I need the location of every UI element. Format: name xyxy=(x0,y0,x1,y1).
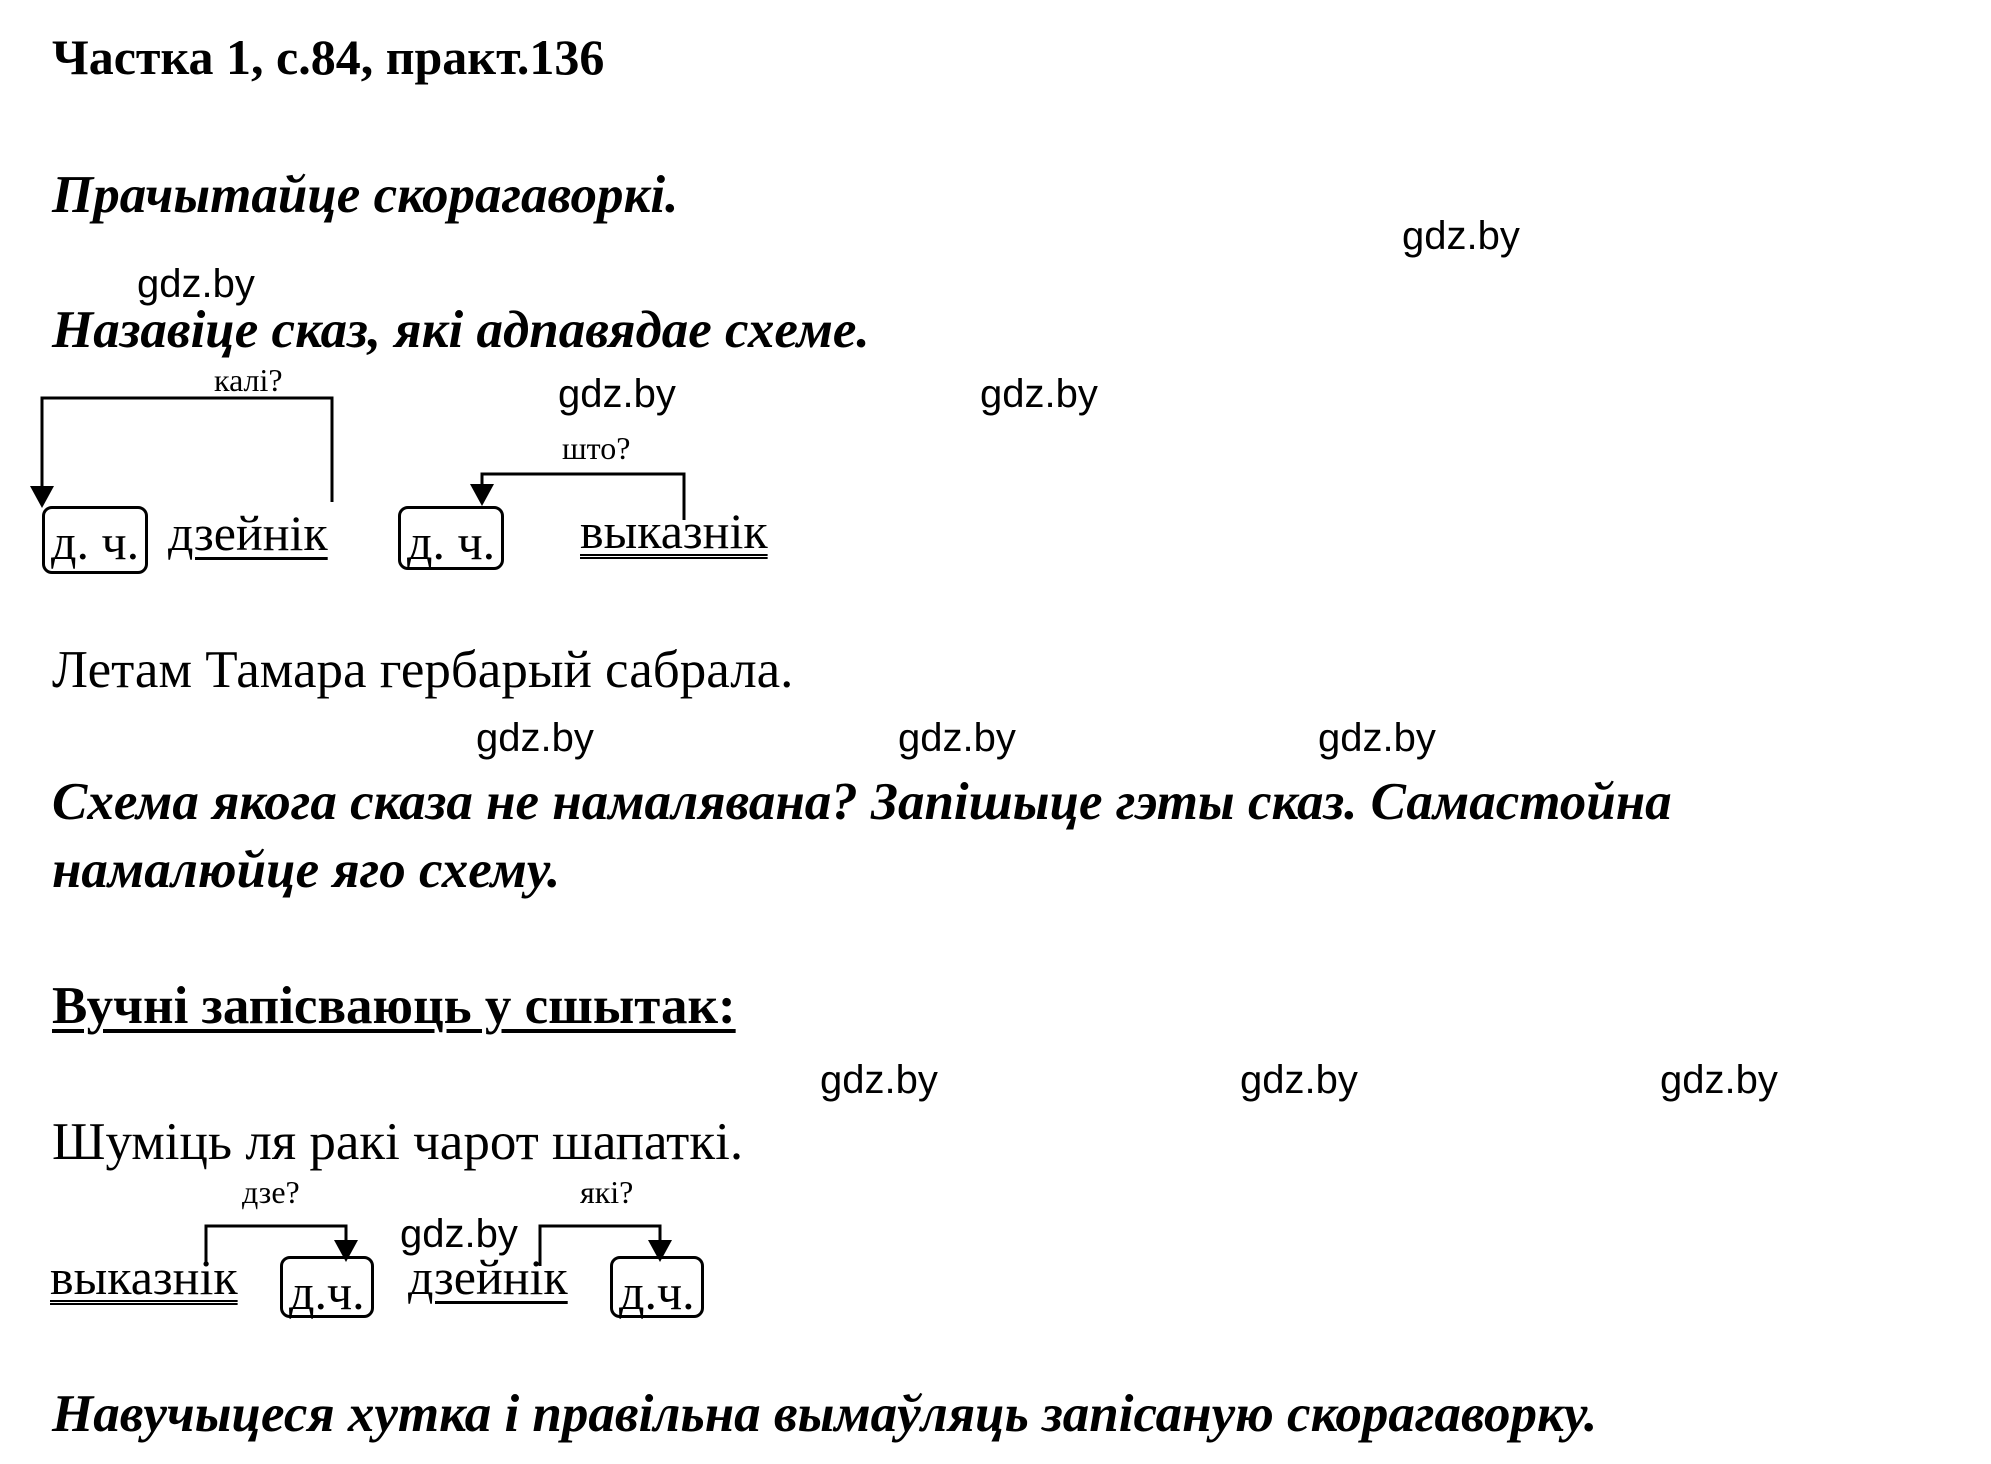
instruction-scheme-missing: Схема якога сказа не намалявана? Запішыце гэты сказ. Самастойна xyxy=(52,773,1672,831)
adverbial-box: д.ч. xyxy=(280,1256,374,1318)
instruction-read: Прачытайце скорагаворкі. xyxy=(52,166,679,224)
predicate-label: выказнік xyxy=(580,503,768,559)
arrowhead-what xyxy=(470,484,494,506)
arrow-when xyxy=(42,398,332,502)
watermark: gdz.by xyxy=(1240,1058,1358,1102)
sentence-2: Шуміць ля ракі чарот шапаткі. xyxy=(52,1113,744,1171)
subject-label: дзейнік xyxy=(408,1249,568,1305)
watermark: gdz.by xyxy=(137,262,255,306)
object-box: д. ч. xyxy=(398,506,504,570)
question-what: што? xyxy=(562,430,631,466)
watermark: gdz.by xyxy=(400,1212,518,1256)
sentence-1: Летам Тамара гербарый сабрала. xyxy=(52,641,794,699)
watermark: gdz.by xyxy=(558,372,676,416)
watermark: gdz.by xyxy=(1318,716,1436,760)
watermark: gdz.by xyxy=(476,716,594,760)
watermark: gdz.by xyxy=(1660,1058,1778,1102)
watermark: gdz.by xyxy=(980,372,1098,416)
question-when: калі? xyxy=(214,362,283,398)
watermark: gdz.by xyxy=(898,716,1016,760)
instruction-name-sentence: Назавіце сказ, які адпавядае схеме. xyxy=(52,301,870,359)
adverbial-box: д. ч. xyxy=(42,506,148,574)
watermark: gdz.by xyxy=(1402,214,1520,258)
instruction-scheme-missing-line2: намалюйце яго схему. xyxy=(52,841,561,899)
predicate-label: выказнік xyxy=(50,1249,238,1305)
instruction-learn: Навучыцеся хутка і правільна вымаўляць запісаную скорагаворку. xyxy=(52,1385,1598,1443)
question-where: дзе? xyxy=(242,1174,300,1210)
attribute-box: д.ч. xyxy=(610,1256,704,1318)
page-title: Частка 1, с.84, практ.136 xyxy=(52,29,605,85)
question-which: які? xyxy=(580,1174,634,1210)
subject-label: дзейнік xyxy=(168,505,328,561)
arrowhead-when xyxy=(30,486,54,508)
watermark: gdz.by xyxy=(820,1058,938,1102)
students-write-title: Вучні запісваюць у сшытак: xyxy=(52,977,736,1035)
